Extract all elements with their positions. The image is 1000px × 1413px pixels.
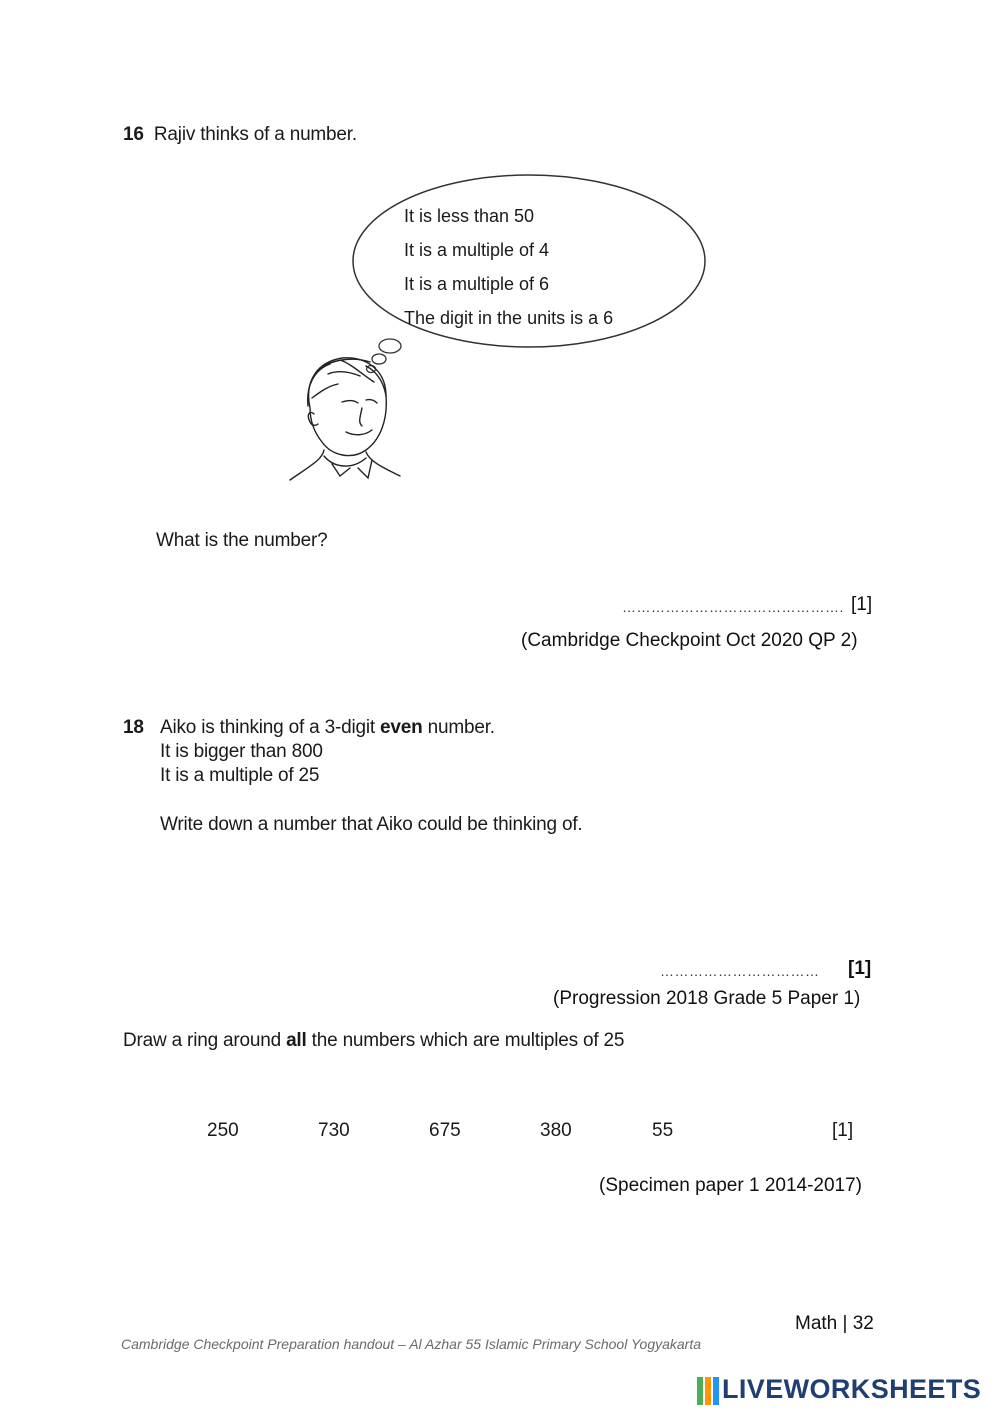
question-18-line2: It is bigger than 800 [160,741,323,762]
source-16: (Cambridge Checkpoint Oct 2020 QP 2) [521,630,858,651]
thought-bubble-dot [372,354,386,364]
text: number. [422,717,495,738]
number-option[interactable]: 730 [318,1120,350,1141]
question-18-line3: It is a multiple of 25 [160,765,320,786]
liveworksheets-logo-icon [697,1377,719,1405]
bold-text: even [380,717,423,738]
boy-face [290,358,400,480]
number-option[interactable]: 55 [652,1120,674,1141]
text: Aiko is thinking of a 3-digit [160,717,381,738]
ring-question-instruction [123,1030,624,1052]
question-18-line1 [160,717,495,739]
number-option[interactable]: 380 [540,1120,572,1141]
thought-bubble-dot [379,339,401,353]
question-18-instruction: Write down a number that Aiko could be thinking of. [160,814,583,835]
marks-ring: [1] [832,1120,854,1141]
number-option[interactable]: 250 [207,1120,239,1141]
question-16-stem [123,124,357,146]
bold-text: all [286,1030,307,1051]
text: the numbers which are multiples of 25 [306,1030,625,1051]
source-18: (Progression 2018 Grade 5 Paper 1) [553,988,861,1009]
question-number: 18 [123,717,144,738]
marks-18: [1] [848,958,872,979]
thought-line: It is a multiple of 4 [404,240,550,260]
thought-line: It is a multiple of 6 [404,274,550,294]
marks-16: [1] [851,594,873,615]
question-number-18 [123,717,144,739]
liveworksheets-logo[interactable]: LIVEWORKSHEETS [722,1374,982,1404]
footer-text: Cambridge Checkpoint Preparation handout – Al Azhar 55 Islamic Primary School Yogyakarta [121,1336,702,1352]
thought-line: The digit in the units is a 6 [404,308,614,328]
source-ring: (Specimen paper 1 2014-2017) [599,1175,863,1196]
page-number: Math | 32 [795,1313,874,1334]
question-16-prompt: What is the number? [156,530,328,551]
question-text: Rajiv thinks of a number. [153,124,357,145]
text: Draw a ring around [123,1030,287,1051]
number-option[interactable]: 675 [429,1120,461,1141]
answer-line-16[interactable]: ………………………………………. [622,599,844,615]
question-number: 16 [123,124,144,145]
thought-line: It is less than 50 [404,206,535,226]
answer-line-18[interactable]: …………………………… [660,963,820,979]
